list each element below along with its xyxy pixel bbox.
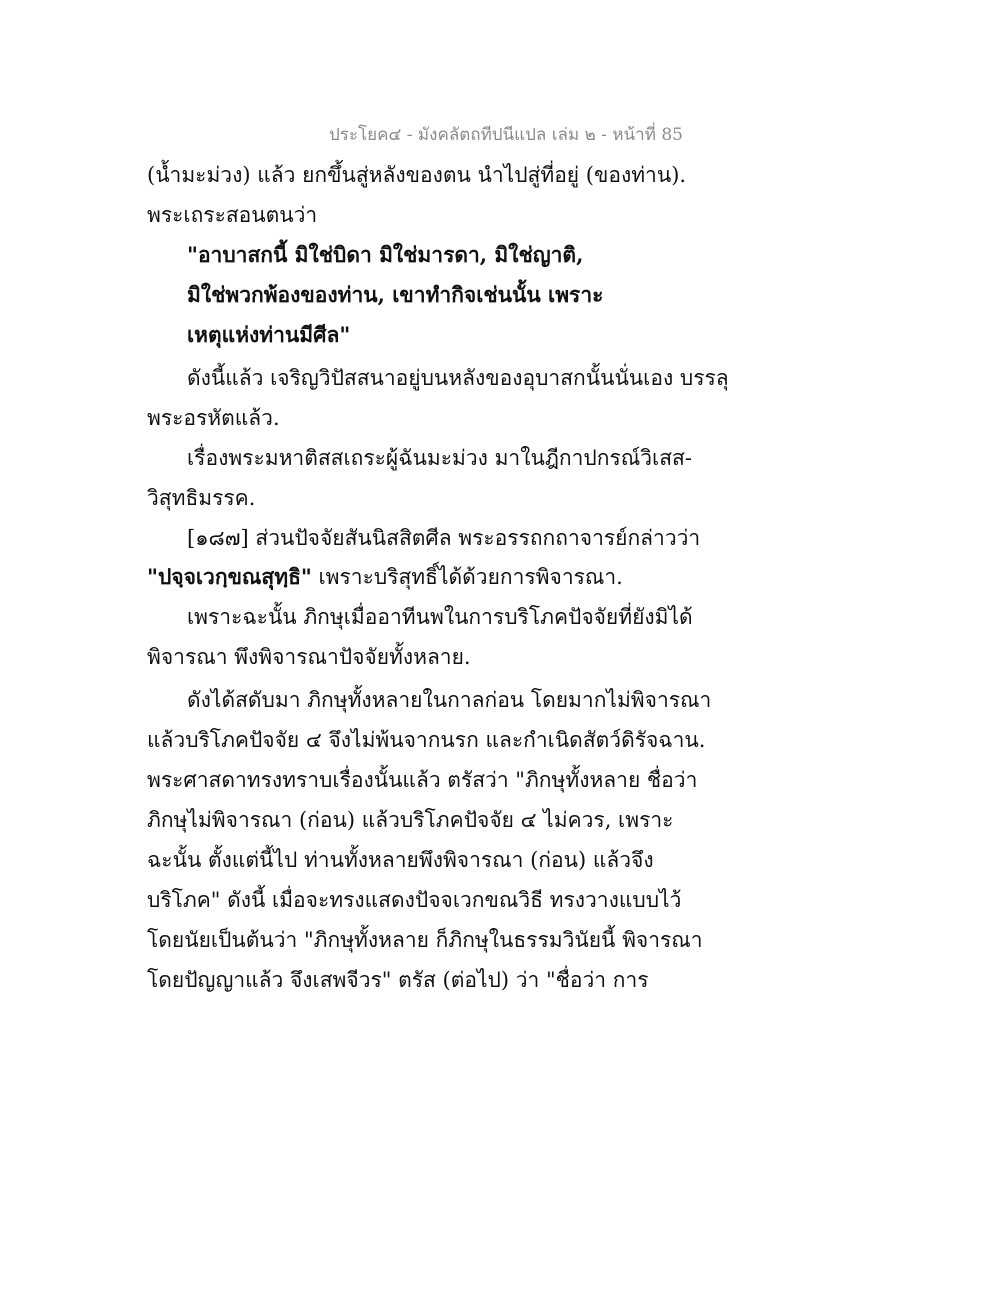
text-line-7: [๑๘๗] ส่วนปัจจัยสันนิสสิตศีล พระอรรถกถาจารย์กล่าวว่า (187, 526, 701, 550)
text-line-6: วิสุทธิมรรค. (147, 486, 256, 510)
pali-term: "ปจฺจเวกฺขณสุทฺธิ" (147, 564, 312, 589)
text-line-8 (147, 563, 623, 591)
text-line-17: โดยนัยเป็นต้นว่า "ภิกษุทั้งหลาย ก็ภิกษุในธรรมวินัยนี้ พิจารณา (147, 928, 703, 952)
text-line-15: ฉะนั้น ตั้งแต่นี้ไป ท่านทั้งหลายพึงพิจารณา (ก่อน) แล้วจึง (147, 848, 654, 872)
text-line-16: บริโภค" ดังนี้ เมื่อจะทรงแสดงปัจจเวกขณวิธี ทรงวางแบบไว้ (147, 888, 682, 912)
text-line-11: ดังได้สดับมา ภิกษุทั้งหลายในกาลก่อน โดยมากไม่พิจารณา (187, 688, 712, 712)
text-line-9: เพราะฉะนั้น ภิกษุเมื่ออาทีนพในการบริโภคปัจจัยที่ยังมิได้ (187, 605, 693, 629)
text-line-13: พระศาสดาทรงทราบเรื่องนั้นแล้ว ตรัสว่า "ภิกษุทั้งหลาย ชื่อว่า (147, 768, 698, 792)
text-line-10: พิจารณา พึงพิจารณาปัจจัยทั้งหลาย. (147, 645, 471, 669)
running-header: ประโยค๔ - มังคลัตถทีปนีแปล เล่ม ๒ - หน้าที่ 85 (329, 125, 683, 145)
text-line-18: โดยปัญญาแล้ว จึงเสพจีวร" ตรัส (ต่อไป) ว่า "ชื่อว่า การ (147, 968, 649, 992)
text-line-5: เรื่องพระมหาติสสเถระผู้ฉันมะม่วง มาในฎีกาปกรณ์วิเสส- (187, 446, 692, 470)
text-line-3: ดังนี้แล้ว เจริญวิปัสสนาอยู่บนหลังของอุบาสกนั้นนั่นเอง บรรลุ (187, 366, 729, 390)
verse-line-3: เหตุแห่งท่านมีศีล" (187, 322, 351, 347)
text-line-1: (น้ำมะม่วง) แล้ว ยกขึ้นสู่หลังของตน นำไปสู่ที่อยู่ (ของท่าน). (147, 163, 687, 187)
text-line-8-rest: เพราะบริสุทธิ์ได้ด้วยการพิจารณา. (311, 565, 623, 589)
verse-line-2: มิใช่พวกพ้องของท่าน, เขาทำกิจเช่นนั้น เพราะ (187, 282, 604, 307)
text-line-4: พระอรหัตแล้ว. (147, 406, 280, 430)
text-line-12: แล้วบริโภคปัจจัย ๔ จึงไม่พ้นจากนรก และกำเนิดสัตว์ดิรัจฉาน. (147, 728, 706, 752)
text-line-2: พระเถระสอนตนว่า (147, 203, 318, 227)
text-line-14: ภิกษุไม่พิจารณา (ก่อน) แล้วบริโภคปัจจัย ๔ ไม่ควร, เพราะ (147, 808, 674, 832)
verse-line-1: "อาบาสกนี้ มิใช่บิดา มิใช่มารดา, มิใช่ญาติ, (187, 242, 584, 267)
